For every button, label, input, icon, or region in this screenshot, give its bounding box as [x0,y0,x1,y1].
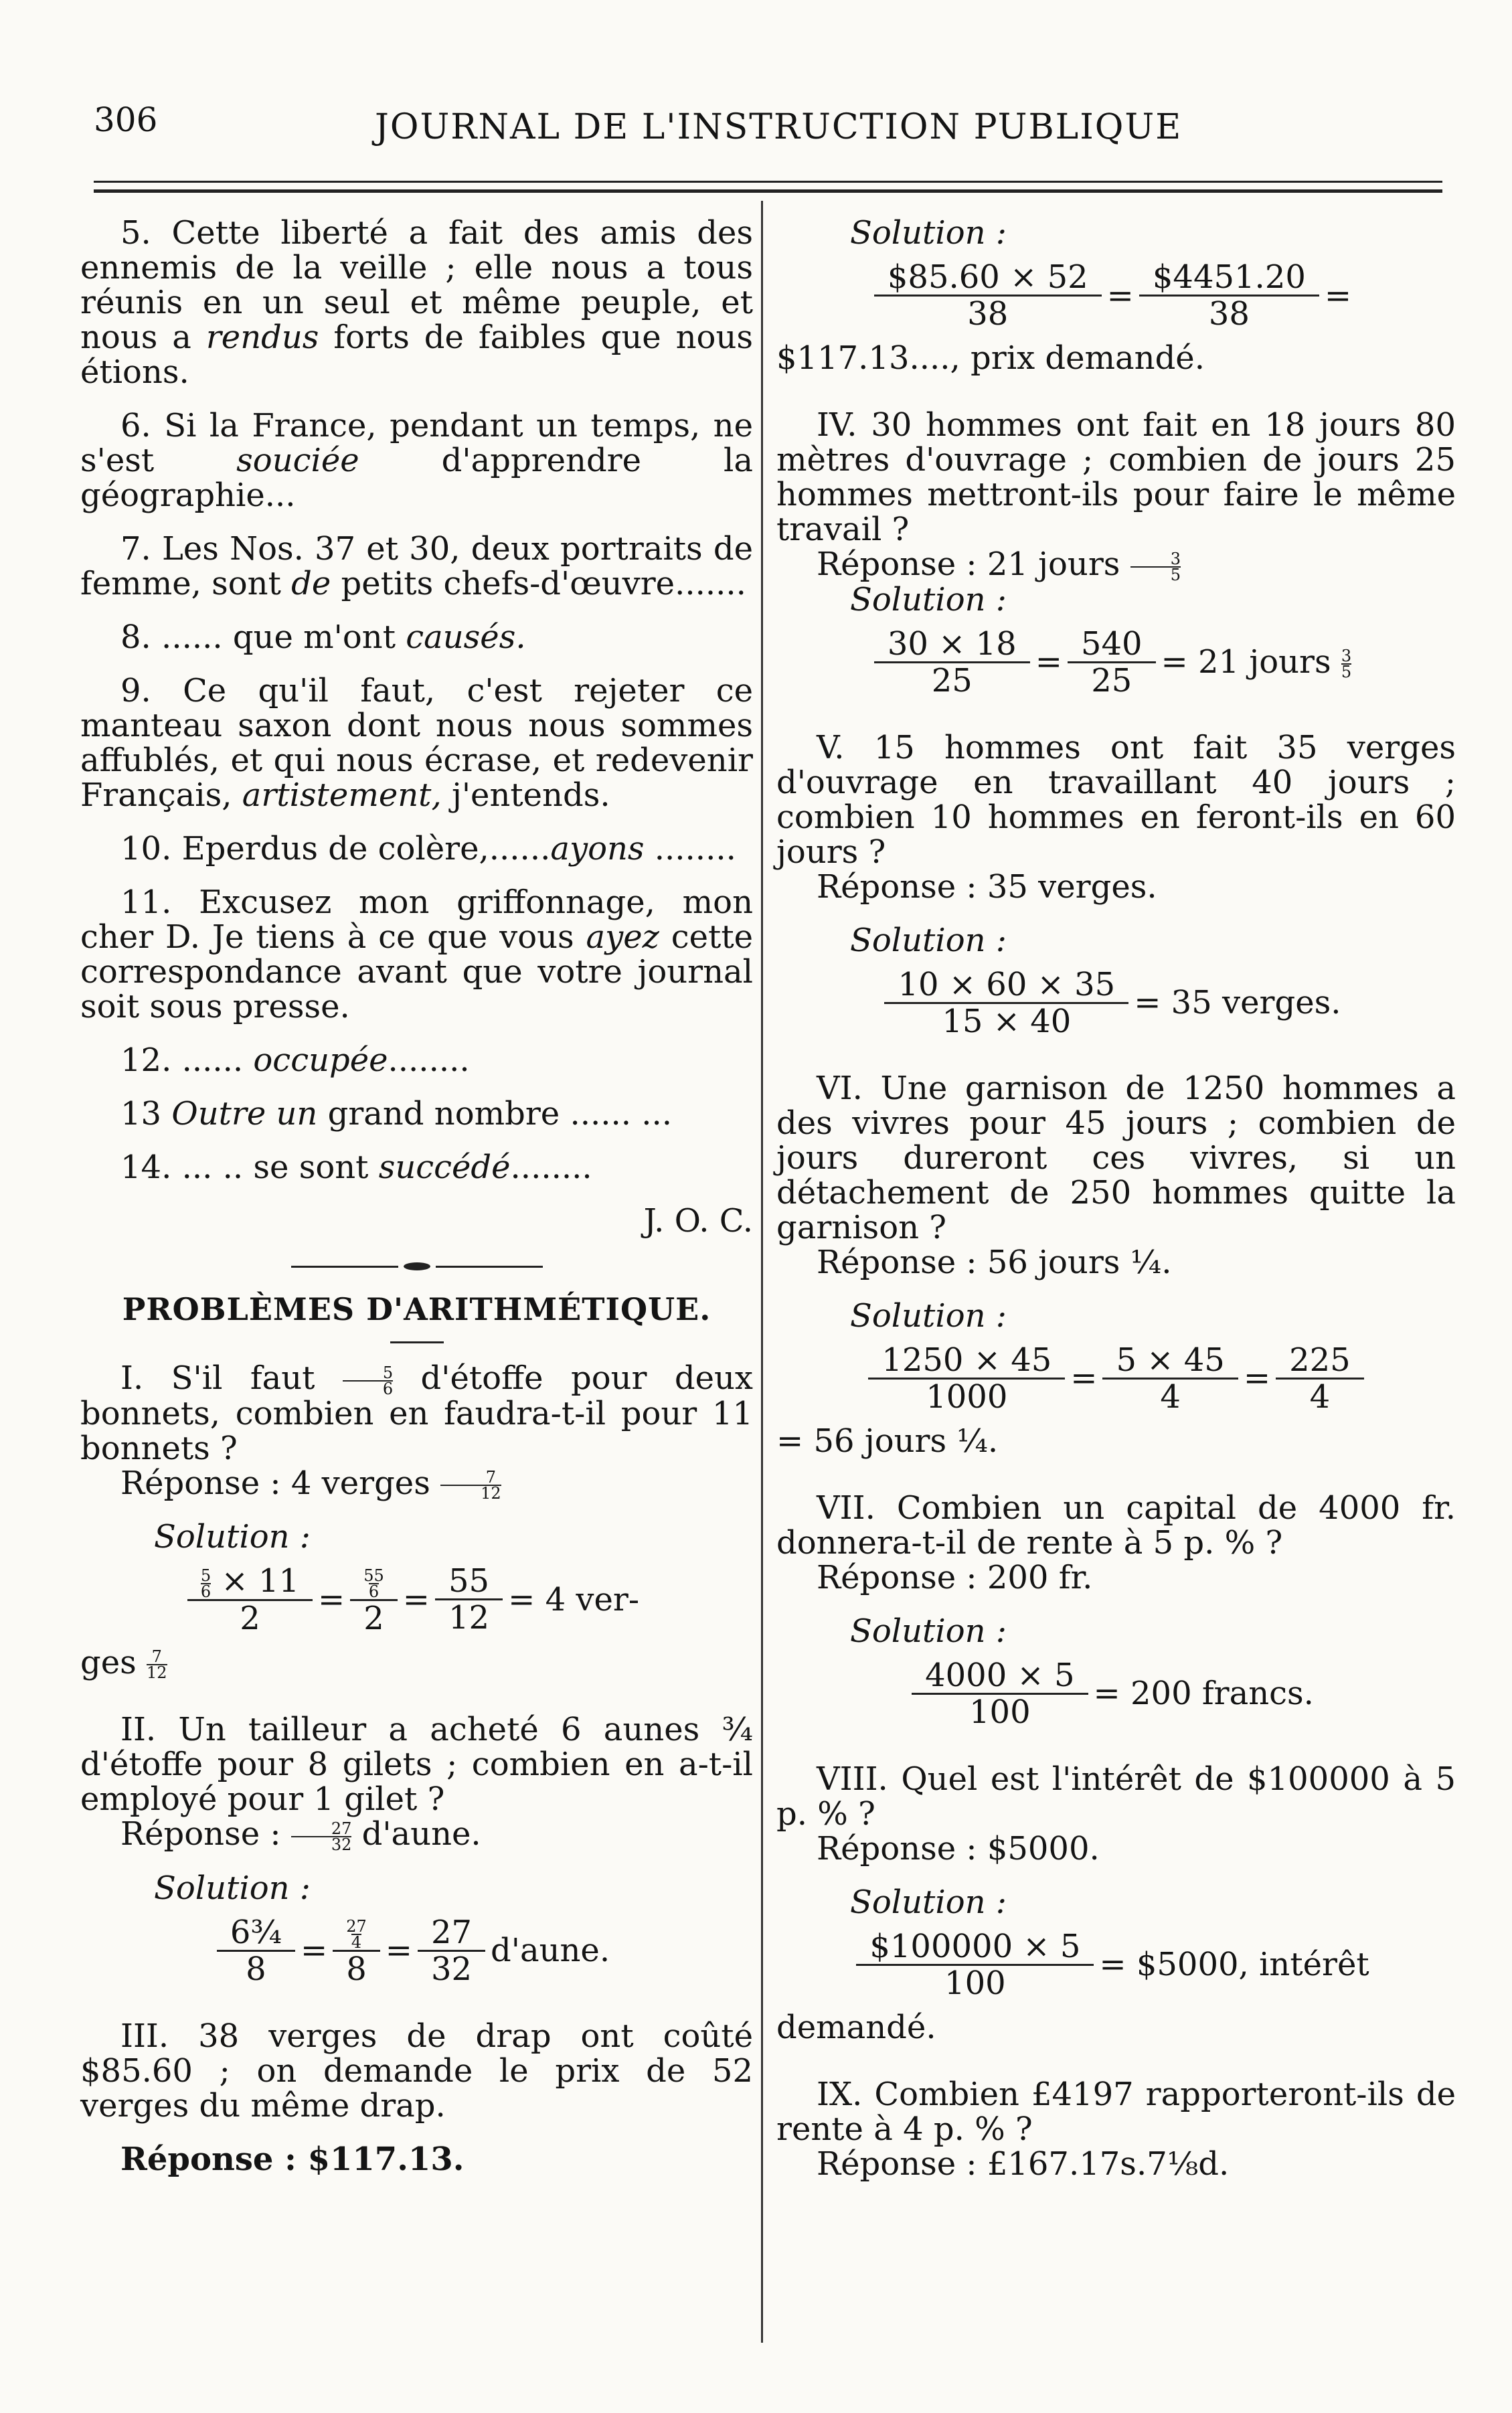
eq1-frac-c: $\frac{55}{12}$ [442,1564,496,1635]
eq2-frac-b: $\frac{\frac{27}{4}}{8}$ [339,1915,373,1987]
right-column [776,216,1456,2181]
eq6-frac-c: $\frac{225}{4}$ [1282,1343,1357,1414]
fraction-5-6: $\frac{5}{6}$ [343,1365,393,1396]
item-5: 5. Cette liberté a fait des amis des ennemis de la veille ; elle nous a tous réunis en un seul et même peuple, et nous a rendus forts de faibles que nous étions. [80,214,753,391]
item-11: 11. Excusez mon griffonnage, mon cher D. Je tiens à ce que vous ayez cette correspondance avant que votre journal soit sous presse. [80,884,754,1025]
problem-8-solution-label: Solution : [850,1883,1007,1921]
eq1-result: = 4 ver- [508,1580,640,1618]
eq6-continuation: = 56 jours ¼. [776,1422,999,1460]
item-10: 10. Eperdus de colère,......ayons ........ [120,830,736,867]
problem-5-answer: Réponse : 35 verges. [817,867,1157,906]
problem-9-answer: Réponse : £167.17s.7⅛d. [817,2145,1230,2183]
problem-7-solution-label: Solution : [850,1612,1007,1650]
ornament-line-left [291,1266,398,1268]
eq4-result: = 21 jours $\frac{3}{5}$ [1161,643,1352,682]
eq8-frac: $\frac{\$100000 \times 5}{100}$ [863,1929,1087,2001]
eq5-frac: $\frac{10 \times 60 \times 35}{15 \times 40}$ [891,967,1122,1039]
problem-5-solution-label: Solution : [850,921,1007,959]
fraction-7-12: $\frac{7}{12}$ [440,1470,501,1501]
signature: J. O. C. [643,1202,753,1240]
problem-9: IX. Combien £4197 rapporteront-ils de rente à 4 p. % ? [776,2075,1456,2148]
problem-1: I. S'il faut $\frac{5}{6}$ d'étoffe pour deux bonnets, combien en faudra-t-il pour 11 bonnets ? [80,1359,753,1467]
problem-4-equation: $\frac{30 \times 18}{25}$ = $\frac{540}{25}$ = 21 jours $\frac{3}{5}$ [776,627,1456,698]
problem-7-answer: Réponse : 200 fr. [817,1558,1093,1596]
header-rule-thin [94,181,1442,183]
problem-6-equation: $\frac{1250 \times 45}{1000}$ = $\frac{5 \times 45}{4}$ = $\frac{225}{4}$ [776,1343,1456,1414]
problem-4-solution-label: Solution : [850,580,1007,618]
problem-2-equation: $\frac{\text{6¾}}{8}$ = $\frac{\frac{27}{4}}{8}$ = $\frac{27}{32}$ d'aune. [80,1915,753,1987]
problem-2-answer: Réponse : $\frac{27}{32}$ d'aune. [120,1815,481,1854]
eq1-frac-b: $\frac{\frac{55}{6}}{2}$ [357,1564,391,1636]
page-header [94,100,1426,161]
item-6: 6. Si la France, pendant un temps, ne s'est souciée d'apprendre la géographie... [80,407,753,514]
eq1-continuation: ges $\frac{7}{12}$ [80,1643,167,1682]
left-column [80,216,753,2177]
problem-4: IV. 30 hommes ont fait en 18 jours 80 mètres d'ouvrage ; combien de jours 25 hommes mettront-ils pour faire le même travail ? [776,406,1456,548]
eq2-frac-a: $\frac{\text{6¾}}{8}$ [224,1915,288,1987]
eq8-continuation: demandé. [776,2008,936,2046]
fraction-27-32: $\frac{27}{32}$ [291,1821,352,1852]
problem-5: V. 15 hommes ont fait 35 verges d'ouvrage en travaillant 40 jours ; combien 10 hommes en feront-ils en 60 jours ? [776,728,1456,871]
eq5-result: = 35 verges. [1134,984,1341,1021]
eq3-continuation: $117.13...., prix demandé. [776,339,1205,377]
problem-1-answer: Réponse : 4 verges $\frac{7}{12}$ [120,1464,501,1503]
problem-8-equation [776,1929,1456,2001]
eq2-frac-c: $\frac{27}{32}$ [424,1915,479,1987]
section-title: PROBLÈMES D'ARITHMÉTIQUE. [122,1291,711,1327]
eq3-frac-a: $\frac{\$85.60 \times 52}{38}$ [881,260,1095,331]
problem-7: VII. Combien un capital de 4000 fr. donnera-t-il de rente à 5 p. % ? [776,1489,1456,1562]
problem-6: VI. Une garnison de 1250 hommes a des vivres pour 45 jours ; combien de jours dureront ces vivres, si un détachement de 250 hommes quitte la garnison ? [776,1069,1456,1246]
eq8-result: = $5000, intérêt [1099,1946,1369,1983]
problem-3-answer: Réponse : $117.13. [120,2141,465,2178]
eq6-frac-b: $\frac{5 \times 45}{4}$ [1109,1343,1231,1414]
eq1-frac-a: $\frac{5}{6}$ × 11 2 [194,1564,306,1636]
title-rule [390,1341,444,1343]
column-divider [761,201,763,2343]
page-number: 306 [94,100,158,139]
ornament-divider [80,1262,753,1270]
problem-7-equation [776,1658,1456,1730]
item-7: 7. Les Nos. 37 et 30, deux portraits de femme, sont de petits chefs-d'œuvre....... [80,530,753,602]
eq3-frac-b: $\frac{\$4451.20}{38}$ [1146,260,1313,331]
problem-6-solution-label: Solution : [850,1297,1007,1335]
ornament-line-right [436,1266,543,1268]
problem-4-answer: Réponse : 21 jours $\frac{3}{5}$ [817,546,1181,584]
problem-2-solution-label: Solution : [154,1869,311,1907]
ornament-dot [404,1262,430,1270]
item-12: 12. ...... occupée........ [120,1042,470,1079]
problem-1-equation: $\frac{5}{6}$ × 11 2 = $\frac{\frac{55}{6}}{2}$ = $\frac{55}{12}$ = 4 ver- [80,1564,753,1636]
eq6-frac-a: $\frac{1250 \times 45}{1000}$ [875,1343,1058,1414]
header-rule-thick [94,189,1442,193]
problem-5-equation [776,967,1456,1039]
problem-8: VIII. Quel est l'intérêt de $100000 à 5 p. % ? [776,1760,1456,1833]
eq4-frac-b: $\frac{540}{25}$ [1074,627,1149,698]
problem-3: III. 38 verges de drap ont coûté $85.60 ; on demande le prix de 52 verges du même drap. [80,2017,753,2125]
item-8: 8. ...... que m'ont causés. [120,618,526,656]
eq2-result: d'aune. [491,1932,610,1970]
problem-2: II. Un tailleur a acheté 6 aunes ¾ d'étoffe pour 8 gilets ; combien en a-t-il employé pour 1 gilet ? [80,1711,753,1818]
item-13: 13 Outre un grand nombre ...... ... [120,1095,673,1133]
eq7-result: = 200 francs. [1093,1675,1314,1712]
problem-8-answer: Réponse : $5000. [817,1829,1100,1867]
problem-6-answer: Réponse : 56 jours ¼. [817,1243,1172,1281]
problem-1-solution-label: Solution : [154,1518,311,1556]
problem-3-solution-label: Solution : [850,214,1007,252]
item-9: 9. Ce qu'il faut, c'est rejeter ce manteau saxon dont nous nous sommes affublés, et qui nous écrase, et redevenir Français, artistement, j'entends. [80,672,753,814]
item-14: 14. ... .. se sont succédé........ [120,1149,592,1186]
running-title: JOURNAL DE L'INSTRUCTION PUBLIQUE [375,107,1183,147]
eq7-frac: $\frac{4000 \times 5}{100}$ [918,1658,1081,1730]
problem-3-equation: $\frac{\$85.60 \times 52}{38}$ = $\frac{\$4451.20}{38}$ = [776,260,1456,331]
eq4-frac-a: $\frac{30 \times 18}{25}$ [881,627,1023,698]
